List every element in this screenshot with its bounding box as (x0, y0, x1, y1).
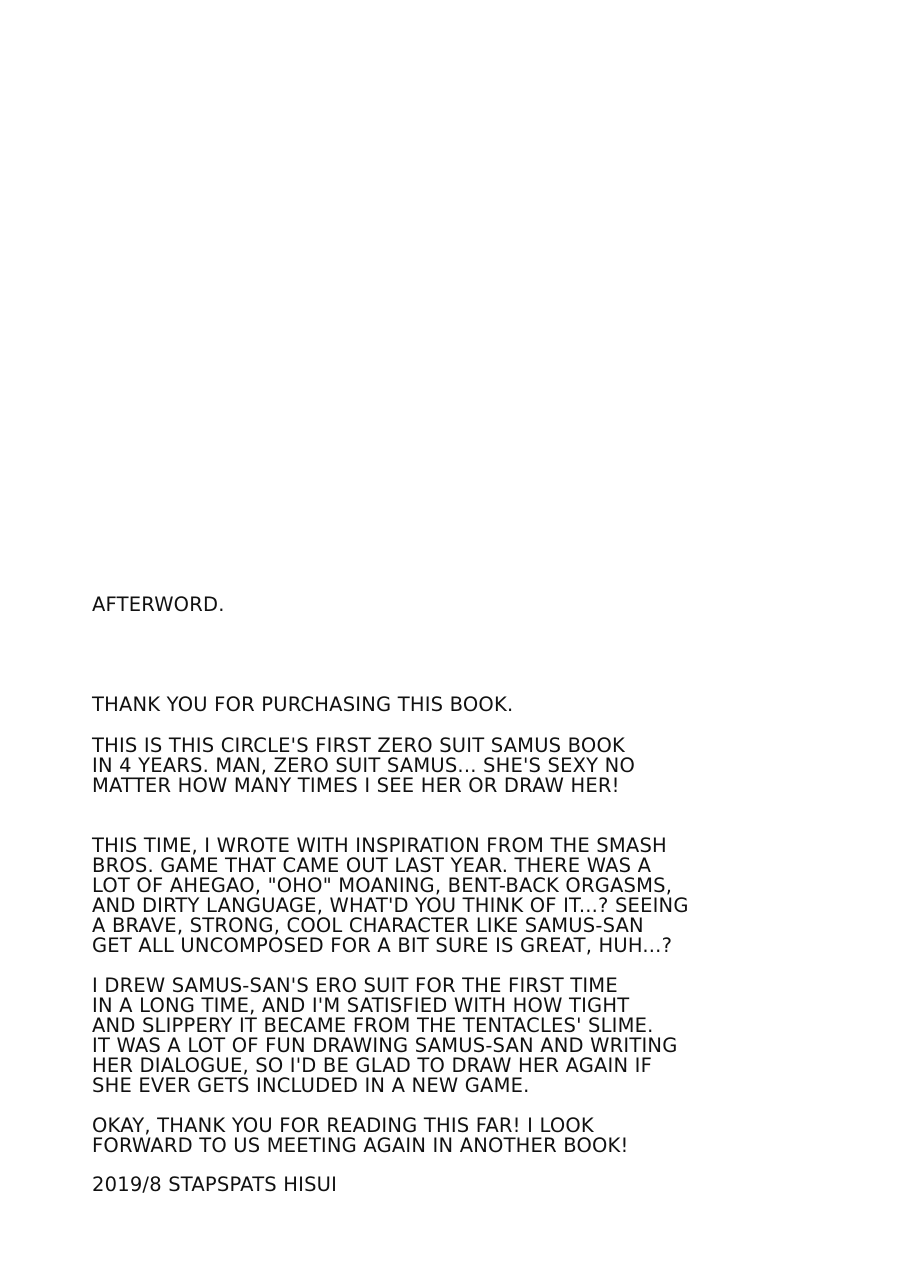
paragraph-line: OKAY, THANK YOU FOR READING THIS FAR! I LOOK (92, 1114, 594, 1137)
paragraph-line: FORWARD TO US MEETING AGAIN IN ANOTHER BOOK! (92, 1134, 629, 1157)
thanks-line: THANK YOU FOR PURCHASING THIS BOOK. (92, 693, 514, 716)
paragraph-line: SHE EVER GETS INCLUDED IN A NEW GAME. (92, 1074, 530, 1097)
paragraph-line: LOT OF AHEGAO, "OHO" MOANING, BENT-BACK ORGASMS, (92, 874, 673, 897)
paragraph-line: BROS. GAME THAT CAME OUT LAST YEAR. THERE WAS A (92, 854, 652, 877)
paragraph-ero-suit (92, 976, 678, 1096)
paragraph-line: THIS TIME, I WROTE WITH INSPIRATION FROM THE SMASH (92, 834, 667, 857)
paragraph-line: HER DIALOGUE, SO I'D BE GLAD TO DRAW HER AGAIN IF (92, 1054, 653, 1077)
paragraph-closing (92, 1116, 629, 1156)
paragraph-line: IN 4 YEARS. MAN, ZERO SUIT SAMUS... SHE'S SEXY NO (92, 754, 636, 777)
paragraph-line: AND SLIPPERY IT BECAME FROM THE TENTACLES' SLIME. (92, 1014, 654, 1037)
paragraph-line: GET ALL UNCOMPOSED FOR A BIT SURE IS GREAT, HUH...? (92, 934, 673, 957)
paragraph-line: IN A LONG TIME, AND I'M SATISFIED WITH HOW TIGHT (92, 994, 630, 1017)
signature: 2019/8 STAPSPATS HISUI (92, 1173, 338, 1196)
paragraph-first-book (92, 736, 635, 796)
paragraph-line: A BRAVE, STRONG, COOL CHARACTER LIKE SAMUS-SAN (92, 914, 644, 937)
paragraph-line: AND DIRTY LANGUAGE, WHAT'D YOU THINK OF IT...? SEEING (92, 894, 689, 917)
paragraph-line: I DREW SAMUS-SAN'S ERO SUIT FOR THE FIRST TIME (92, 974, 618, 997)
paragraph-line: IT WAS A LOT OF FUN DRAWING SAMUS-SAN AND WRITING (92, 1034, 678, 1057)
paragraph-line: THIS IS THIS CIRCLE'S FIRST ZERO SUIT SAMUS BOOK (92, 734, 625, 757)
paragraph-inspiration (92, 836, 689, 956)
paragraph-line: MATTER HOW MANY TIMES I SEE HER OR DRAW HER! (92, 774, 620, 797)
afterword-heading: AFTERWORD. (92, 593, 225, 616)
